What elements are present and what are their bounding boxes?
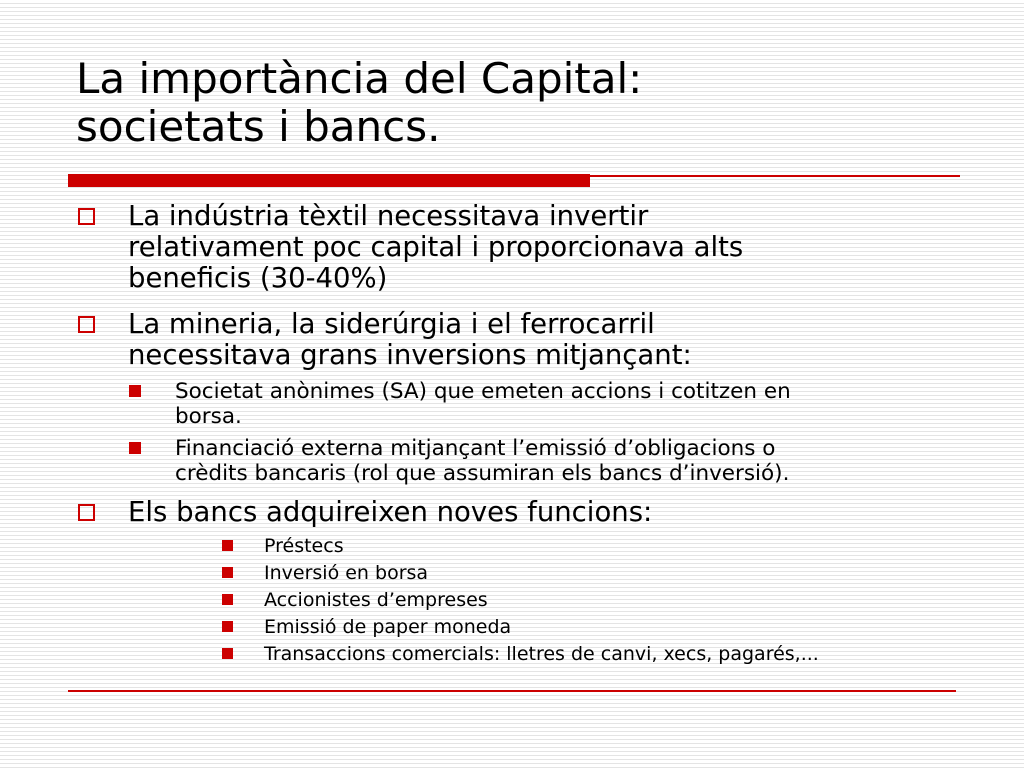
footer-rule: [68, 690, 956, 692]
bullet-item-1: [128, 201, 968, 294]
bullet-3-line-1: Els bancs adquireixen noves funcions:: [128, 496, 653, 528]
bullet-1-line-1: La indústria tèxtil necessitava invertir: [128, 200, 649, 232]
bullet-item-2: [128, 309, 968, 371]
function-item-label: Transaccions comercials: lletres de canvi, xecs, pagarés,...: [264, 643, 819, 665]
slide-title-line-2: societats i bancs.: [76, 102, 441, 151]
hollow-square-bullet-icon: [78, 504, 95, 521]
function-item-2: [264, 562, 984, 584]
function-item-label: Inversió en borsa: [264, 562, 429, 584]
filled-square-bullet-icon: [222, 540, 233, 551]
function-item-label: Emissió de paper moneda: [264, 616, 512, 638]
filled-square-bullet-icon: [129, 442, 141, 454]
bullet-2-line-1: La mineria, la siderúrgia i el ferrocarril: [128, 308, 655, 340]
bullet-1-line-3: beneficis (30-40%): [128, 262, 388, 294]
sub-bullet-item-1: [175, 379, 975, 429]
sub-bullet-item-2: [175, 436, 975, 486]
sub-bullet-2-line-2: crèdits bancaris (rol que assumiran els bancs d’inversió).: [175, 461, 790, 486]
hollow-square-bullet-icon: [78, 208, 95, 225]
filled-square-bullet-icon: [222, 621, 233, 632]
function-item-label: Préstecs: [264, 535, 344, 557]
bullet-2-line-2: necessitava grans inversions mitjançant:: [128, 339, 692, 371]
function-item-1: [264, 535, 984, 557]
filled-square-bullet-icon: [222, 567, 233, 578]
filled-square-bullet-icon: [222, 594, 233, 605]
sub-bullet-1-line-1: Societat anònimes (SA) que emeten accions i cotitzen en: [175, 379, 791, 404]
hollow-square-bullet-icon: [78, 316, 95, 333]
function-item-3: [264, 589, 984, 611]
bullet-item-3: [128, 497, 968, 528]
function-item-4: [264, 616, 984, 638]
filled-square-bullet-icon: [129, 385, 141, 397]
function-item-label: Accionistes d’empreses: [264, 589, 488, 611]
filled-square-bullet-icon: [222, 648, 233, 659]
bullet-1-line-2: relativament poc capital i proporcionava alts: [128, 231, 744, 263]
sub-bullet-1-line-2: borsa.: [175, 404, 242, 429]
slide-title-line-1: La importància del Capital:: [76, 54, 643, 103]
function-item-5: [264, 643, 984, 665]
sub-bullet-2-line-1: Financiació externa mitjançant l’emissió d’obligacions o: [175, 436, 776, 461]
